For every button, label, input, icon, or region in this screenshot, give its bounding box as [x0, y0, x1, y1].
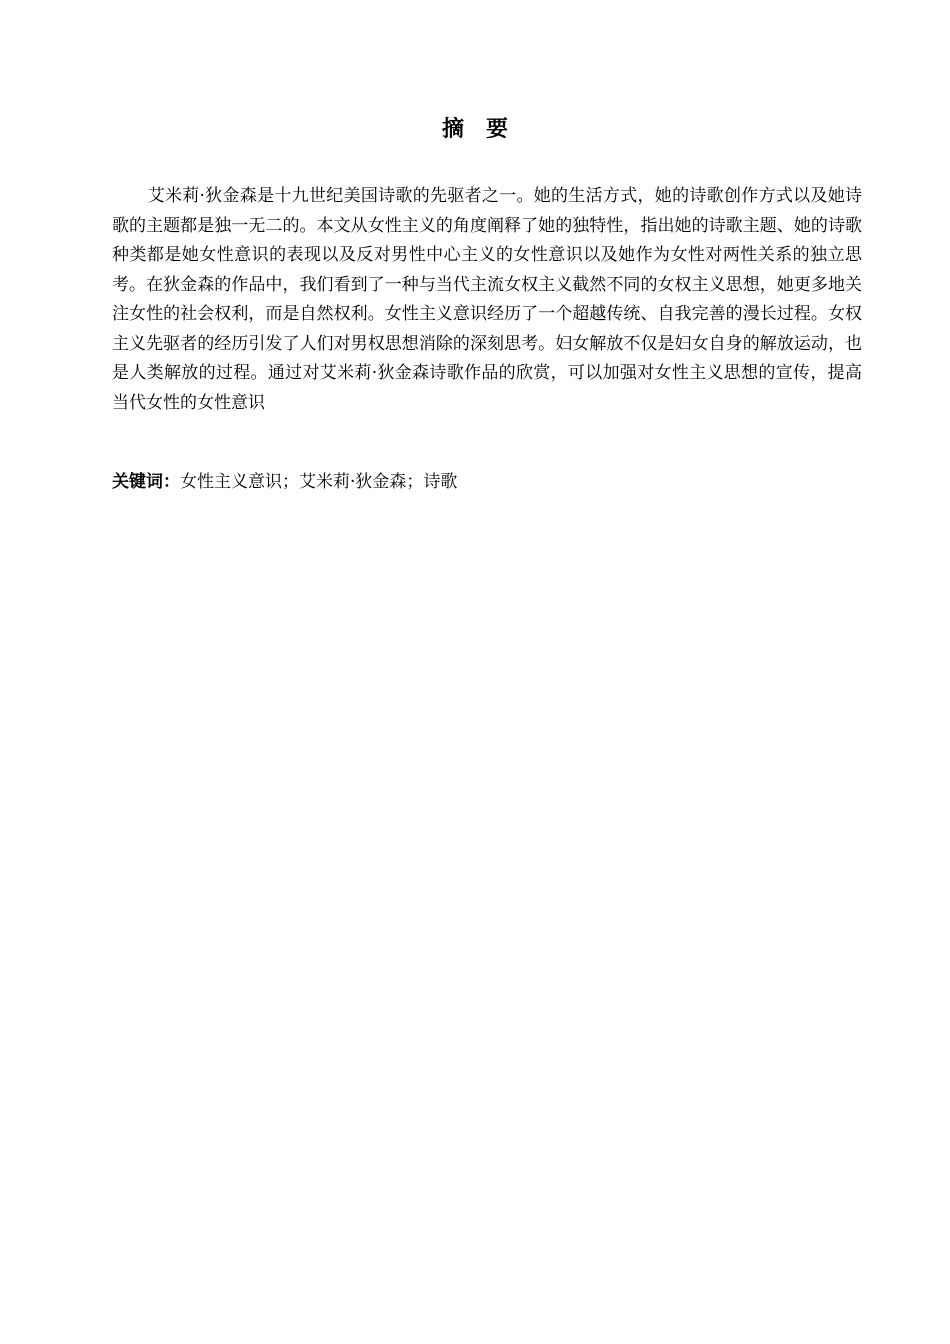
abstract-title: 摘 要: [441, 117, 508, 142]
abstract-paragraph: 艾米莉·狄金森是十九世纪美国诗歌的先驱者之一。她的生活方式，她的诗歌创作方式以及她诗歌的主题都是独一无二的。本文从女性主义的角度阐释了她的独特性，指出她的诗歌主题、她的诗歌种类都是她女性意识的表现以及反对男性中心主义的女性意识以及她作为女性对两性关系的独立思考。在狄金森的作品中，我们看到了一种与当代主流女权主义截然不同的女权主义思想，她更多地关注女性的社会权利，而是自然权利。女性主义意识经历了一个超越传统、自我完善的漫长过程。女权主义先驱者的经历引发了人们对男权思想消除的深刻思考。妇女解放不仅是妇女自身的解放运动，也是人类解放的过程。通过对艾米莉·狄金森诗歌作品的欣赏，可以加强对女性主义思想的宣传，提高当代女性的女性意识: [112, 186, 862, 413]
keywords-value: 女性主义意识；艾米莉·狄金森；诗歌: [180, 472, 458, 492]
keywords-label: 关键词：: [112, 472, 180, 492]
keywords-line: [112, 468, 862, 497]
